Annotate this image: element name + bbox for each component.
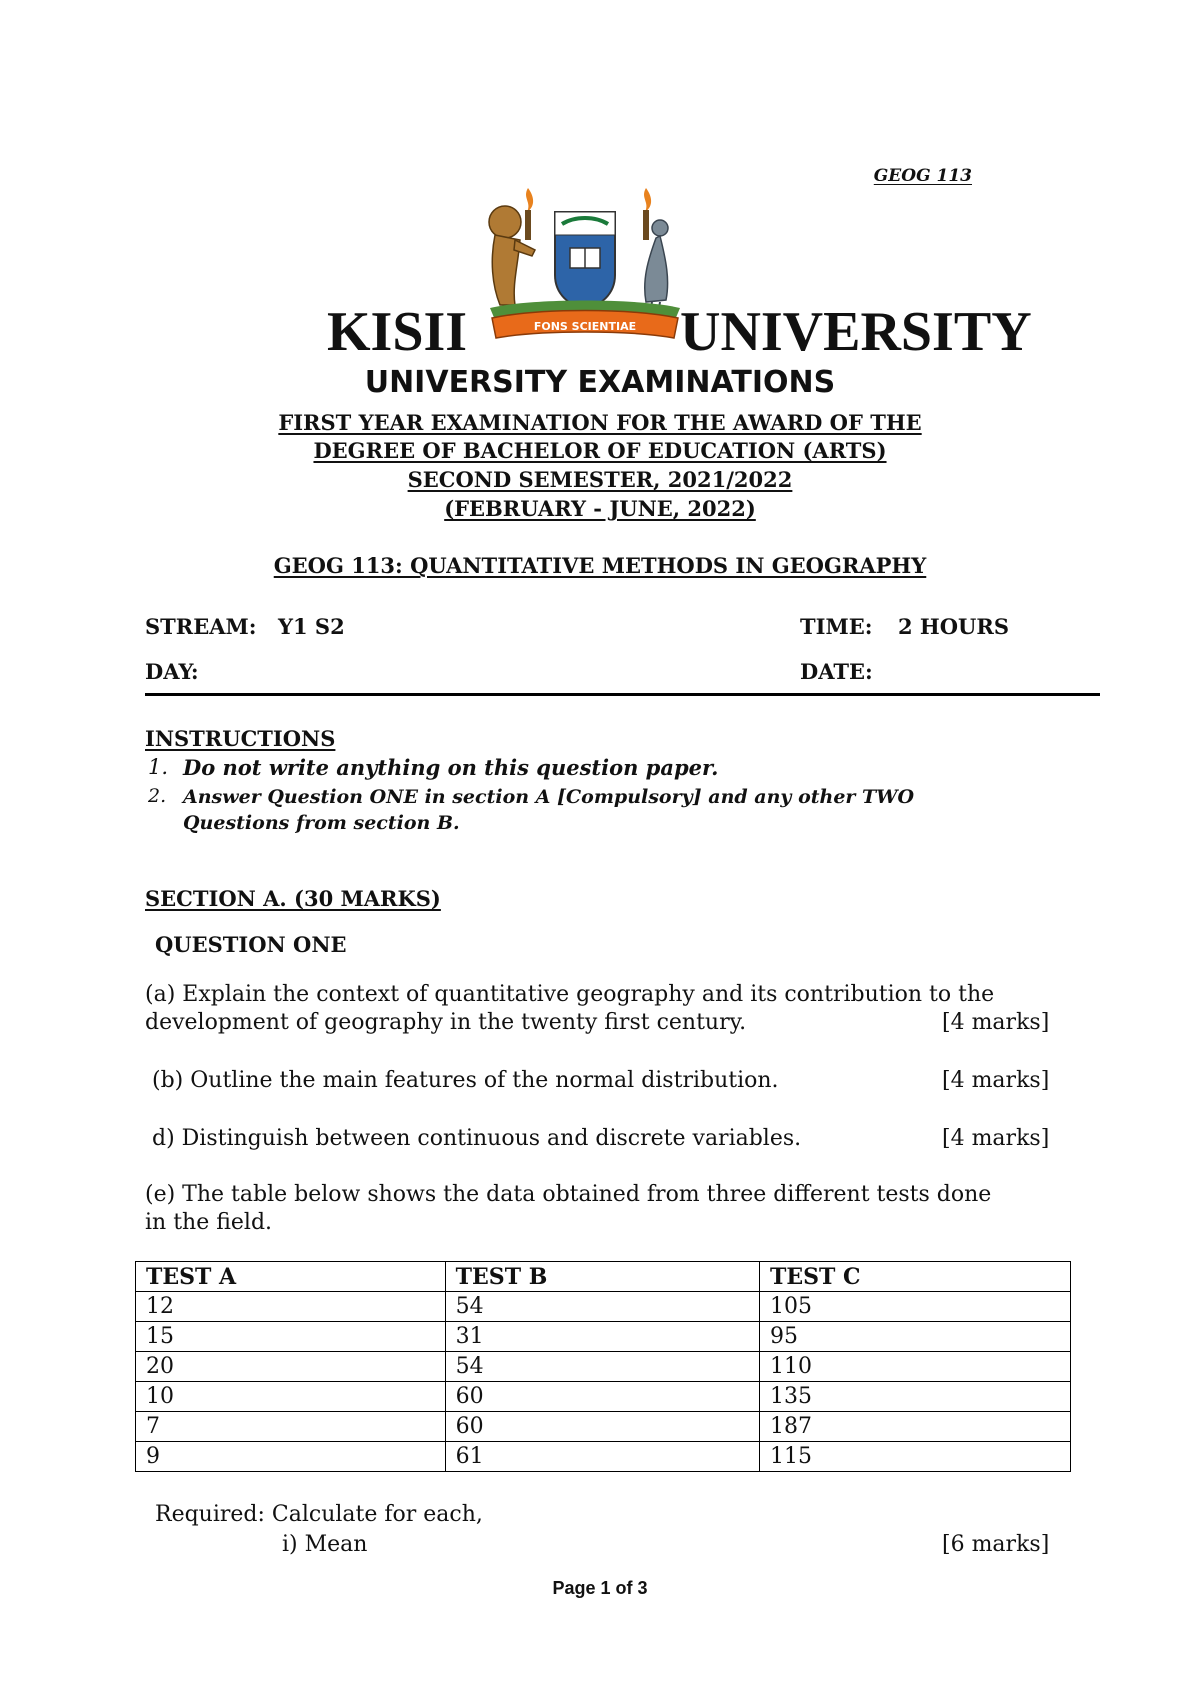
table-cell: 7 xyxy=(136,1412,446,1442)
question-one-heading: QUESTION ONE xyxy=(155,932,347,957)
instruction-1: Do not write anything on this question paper. xyxy=(183,755,719,780)
table-row xyxy=(136,1322,1071,1352)
crest-motto: FONS SCIENTIAE xyxy=(533,320,637,333)
instruction-number-1: 1. xyxy=(148,755,169,779)
right-flame-icon xyxy=(644,188,651,212)
table-header-test-c: TEST C xyxy=(759,1262,1070,1292)
table-row xyxy=(136,1382,1071,1412)
date-label: DATE: xyxy=(800,659,873,684)
table-cell: 9 xyxy=(136,1442,446,1472)
table-cell: 60 xyxy=(445,1412,759,1442)
instructions-heading: INSTRUCTIONS xyxy=(145,726,336,751)
question-e-line-1: (e) The table below shows the data obtained from three different tests done xyxy=(145,1182,992,1207)
header-line-2: DEGREE OF BACHELOR OF EDUCATION (ARTS) xyxy=(313,438,887,463)
table-row xyxy=(136,1352,1071,1382)
table-cell: 54 xyxy=(445,1292,759,1322)
university-crest-logo xyxy=(470,180,700,345)
table-cell: 115 xyxy=(759,1442,1070,1472)
university-name-kisii: KISII xyxy=(327,301,468,363)
table-cell: 61 xyxy=(445,1442,759,1472)
table-cell: 54 xyxy=(445,1352,759,1382)
required-text: Required: Calculate for each, xyxy=(155,1502,483,1527)
table-cell: 135 xyxy=(759,1382,1070,1412)
table-cell: 12 xyxy=(136,1292,446,1322)
question-d: d) Distinguish between continuous and discrete variables. xyxy=(152,1126,802,1151)
table-header-row xyxy=(136,1262,1071,1292)
header-line-1: FIRST YEAR EXAMINATION FOR THE AWARD OF THE xyxy=(278,410,922,435)
table-cell: 105 xyxy=(759,1292,1070,1322)
time-label: TIME: xyxy=(800,614,873,639)
table-row xyxy=(136,1442,1071,1472)
question-a-marks: [4 marks] xyxy=(942,1010,1050,1035)
header-line-3: SECOND SEMESTER, 2021/2022 xyxy=(407,467,793,492)
sub-item-mean: i) Mean xyxy=(282,1532,368,1557)
stream-label: STREAM: xyxy=(145,614,257,639)
table-cell: 31 xyxy=(445,1322,759,1352)
table-cell: 95 xyxy=(759,1322,1070,1352)
table-cell: 10 xyxy=(136,1382,446,1412)
shield-icon xyxy=(555,212,615,310)
question-b-marks: [4 marks] xyxy=(942,1068,1050,1093)
table-row xyxy=(136,1412,1071,1442)
table-cell: 60 xyxy=(445,1382,759,1412)
instruction-2-continued: Questions from section B. xyxy=(183,812,460,834)
table-header-test-a: TEST A xyxy=(136,1262,446,1292)
exam-heading: UNIVERSITY EXAMINATIONS xyxy=(364,365,836,400)
question-e-line-2: in the field. xyxy=(145,1210,273,1235)
question-a-line-2: development of geography in the twenty first century. xyxy=(145,1010,747,1035)
test-data-table xyxy=(135,1261,1071,1472)
stream-value: Y1 S2 xyxy=(278,614,345,639)
section-a-heading: SECTION A. (30 MARKS) xyxy=(145,886,441,911)
table-row xyxy=(136,1292,1071,1322)
table-cell: 15 xyxy=(136,1322,446,1352)
question-a-line-1: (a) Explain the context of quantitative geography and its contribution to the xyxy=(145,982,995,1007)
instruction-number-2: 2. xyxy=(148,785,167,807)
instruction-2: Answer Question ONE in section A [Compulsory] and any other TWO xyxy=(183,786,915,808)
table-header-test-b: TEST B xyxy=(445,1262,759,1292)
table-cell: 187 xyxy=(759,1412,1070,1442)
course-title: GEOG 113: QUANTITATIVE METHODS IN GEOGRAPHY xyxy=(273,553,927,578)
university-name-university: UNIVERSITY xyxy=(680,301,1032,363)
table-cell: 20 xyxy=(136,1352,446,1382)
header-line-4: (FEBRUARY - JUNE, 2022) xyxy=(444,496,756,521)
left-flame-icon xyxy=(526,188,533,212)
table-cell: 110 xyxy=(759,1352,1070,1382)
question-b: (b) Outline the main features of the normal distribution. xyxy=(152,1068,779,1093)
course-code: GEOG 113 xyxy=(873,166,972,186)
time-value: 2 HOURS xyxy=(898,614,1009,639)
sub-item-marks: [6 marks] xyxy=(942,1532,1050,1557)
day-label: DAY: xyxy=(145,659,199,684)
page-number: Page 1 of 3 xyxy=(552,1578,648,1598)
question-d-marks: [4 marks] xyxy=(942,1126,1050,1151)
divider-rule xyxy=(145,693,1100,696)
